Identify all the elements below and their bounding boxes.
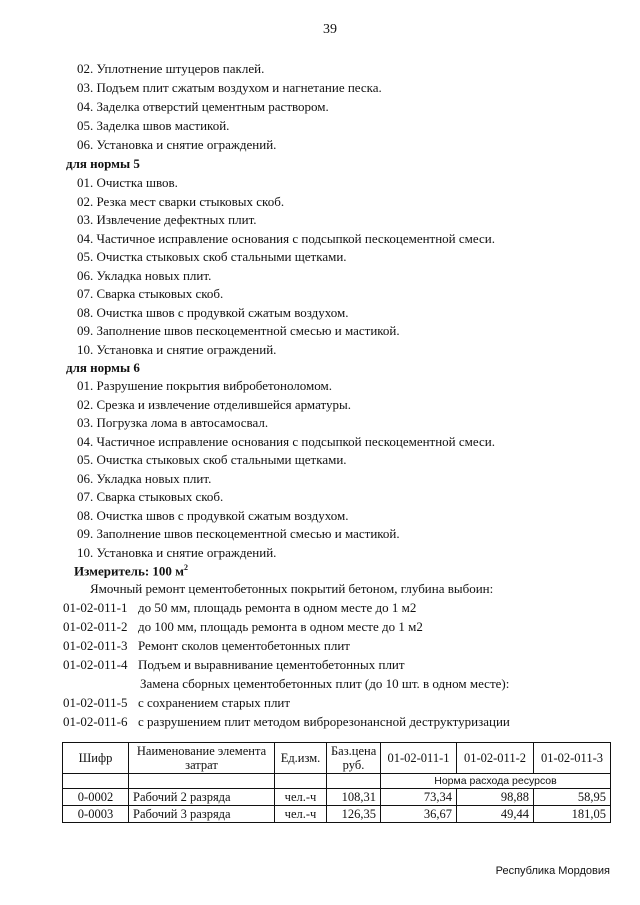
list-item: 01. Разрушение покрытия вибробетоноломом. <box>77 378 332 393</box>
list-item: 05. Заделка швов мастикой. <box>77 118 230 133</box>
code-description: Подъем и выравнивание цементобетонных плит <box>138 657 405 672</box>
table-row <box>63 806 611 823</box>
code-description: Ремонт сколов цементобетонных плит <box>138 638 350 653</box>
list-item: 04. Частичное исправление основания с подсыпкой пескоцементной смеси. <box>77 231 495 246</box>
replace-heading: Замена сборных цементобетонных плит (до 10 шт. в одном месте): <box>140 676 510 691</box>
cell-value: 181,05 <box>534 806 611 823</box>
list-item: 07. Сварка стыковых скоб. <box>77 286 224 301</box>
cell-unit: чел.-ч <box>275 789 327 806</box>
header-cell: 01-02-011-3 <box>534 743 611 774</box>
table-row <box>63 789 611 806</box>
list-item: 05. Очистка стыковых скоб стальными щетками. <box>77 452 347 467</box>
list-item: 03. Извлечение дефектных плит. <box>77 212 257 227</box>
header-cell: 01-02-011-1 <box>381 743 457 774</box>
list-item: 04. Частичное исправление основания с подсыпкой пескоцементной смеси. <box>77 434 495 449</box>
resource-table <box>62 742 611 823</box>
list-item: 06. Установка и снятие ограждений. <box>77 137 277 152</box>
code-description: до 50 мм, площадь ремонта в одном месте до 1 м2 <box>138 600 417 615</box>
list-item: 01. Очистка швов. <box>77 175 178 190</box>
cell-price: 126,35 <box>327 806 381 823</box>
cell-value: 73,34 <box>381 789 457 806</box>
cell-price: 108,31 <box>327 789 381 806</box>
norm6-header: для нормы 6 <box>66 360 140 375</box>
repair-heading: Ямочный ремонт цементобетонных покрытий бетоном, глубина выбоин: <box>90 581 494 596</box>
list-item: 02. Уплотнение штуцеров паклей. <box>77 61 265 76</box>
measure-label: Измеритель: 100 $м^2$ <box>74 563 189 579</box>
norm-label-row <box>63 774 611 789</box>
cell-unit: чел.-ч <box>275 806 327 823</box>
list-item: 03. Погрузка лома в автосамосвал. <box>77 415 269 430</box>
code-label: 01-02-011-4 <box>63 657 128 672</box>
list-item: 10. Установка и снятие ограждений. <box>77 545 277 560</box>
code-label: 01-02-011-5 <box>63 695 128 710</box>
list-item: 06. Укладка новых плит. <box>77 268 212 283</box>
cell-name: Рабочий 2 разряда <box>129 789 275 806</box>
code-label: 01-02-011-1 <box>63 600 128 615</box>
list-item: 03. Подъем плит сжатым воздухом и нагнетание песка. <box>77 80 382 95</box>
cell-value: 36,67 <box>381 806 457 823</box>
table-header-row <box>63 743 611 774</box>
list-item: 09. Заполнение швов пескоцементной смесью и мастикой. <box>77 323 400 338</box>
list-item: 02. Срезка и извлечение отделившейся арматуры. <box>77 397 351 412</box>
code-description: с сохранением старых плит <box>138 695 291 710</box>
list-item: 10. Установка и снятие ограждений. <box>77 342 277 357</box>
header-cell: Ед.изм. <box>275 743 327 774</box>
footer-region: Республика Мордовия <box>495 865 610 877</box>
list-item: 09. Заполнение швов пескоцементной смесью и мастикой. <box>77 526 400 541</box>
code-description: до 100 мм, площадь ремонта в одном месте до 1 м2 <box>138 619 423 634</box>
cell-value: 49,44 <box>457 806 534 823</box>
page-number: 39 <box>323 22 337 37</box>
list-item: 04. Заделка отверстий цементным раствором. <box>77 99 329 114</box>
code-description: с разрушением плит методом виброрезонансной деструктуризации <box>138 714 510 729</box>
norm5-header: для нормы 5 <box>66 156 140 171</box>
header-cell: Шифр <box>63 743 129 774</box>
cell-name: Рабочий 3 разряда <box>129 806 275 823</box>
code-label: 01-02-011-6 <box>63 714 128 729</box>
list-item: 08. Очистка швов с продувкой сжатым воздухом. <box>77 508 349 523</box>
cell-value: 98,88 <box>457 789 534 806</box>
list-item: 02. Резка мест сварки стыковых скоб. <box>77 194 285 209</box>
header-cell: Баз.цена руб. <box>327 743 381 774</box>
norm-label: Норма расхода ресурсов <box>381 774 611 789</box>
header-cell: Наименование элемента затрат <box>129 743 275 774</box>
code-label: 01-02-011-2 <box>63 619 128 634</box>
code-label: 01-02-011-3 <box>63 638 128 653</box>
header-cell: 01-02-011-2 <box>457 743 534 774</box>
cell-code: 0-0002 <box>63 789 129 806</box>
list-item: 05. Очистка стыковых скоб стальными щетками. <box>77 249 347 264</box>
list-item: 08. Очистка швов с продувкой сжатым воздухом. <box>77 305 349 320</box>
list-item: 07. Сварка стыковых скоб. <box>77 489 224 504</box>
list-item: 06. Укладка новых плит. <box>77 471 212 486</box>
cell-value: 58,95 <box>534 789 611 806</box>
cell-code: 0-0003 <box>63 806 129 823</box>
